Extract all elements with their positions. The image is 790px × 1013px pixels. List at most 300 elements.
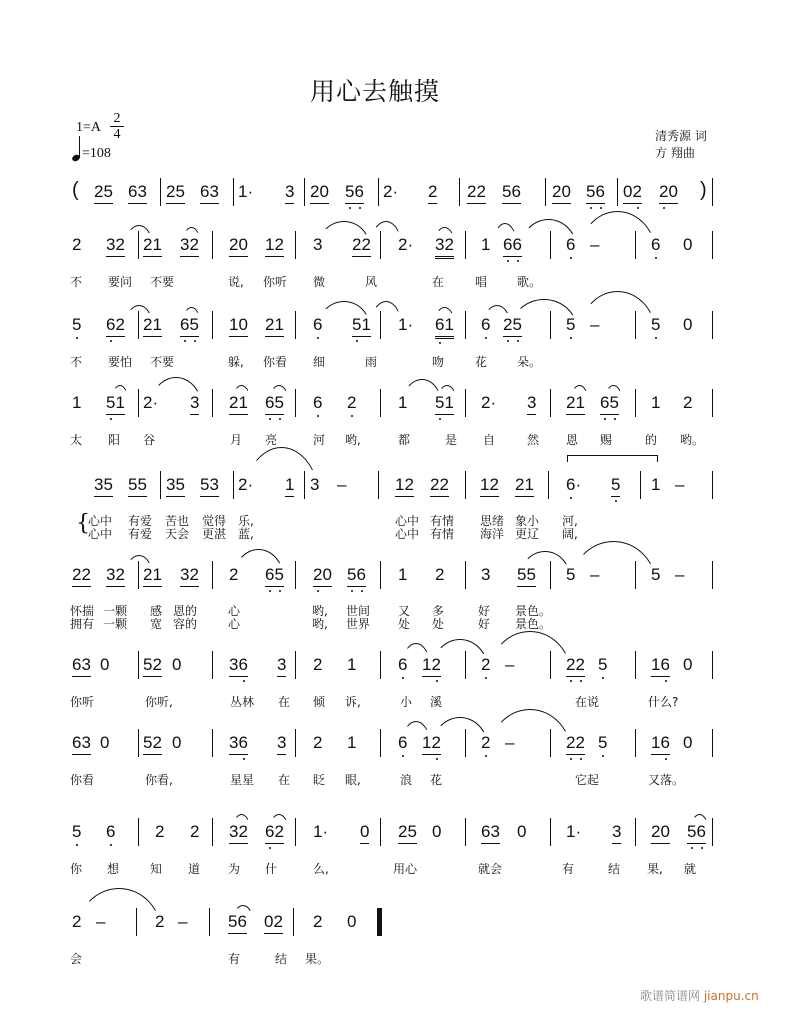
watermark-site: jianpu.cn: [703, 989, 759, 1003]
note: 63: [128, 182, 147, 204]
low-octave-dot: [402, 755, 404, 757]
note: 0: [683, 235, 693, 254]
low-octave-dot: [349, 207, 351, 209]
note: 20: [552, 182, 571, 204]
slur: [402, 643, 430, 665]
note: 65: [265, 565, 284, 587]
barline: [548, 471, 549, 499]
note: 12: [480, 475, 499, 497]
barline: [295, 818, 296, 846]
note: 2·: [383, 182, 399, 201]
lyric: 然: [527, 433, 540, 447]
lyric: 歌。: [517, 275, 542, 289]
note: –: [590, 315, 600, 334]
lyric: 太: [70, 433, 83, 447]
lyric-verse-1: 河,: [562, 514, 578, 528]
low-octave-dot: [655, 257, 657, 259]
note: 36: [229, 733, 248, 755]
slur: [183, 227, 200, 241]
verse-brace: {: [76, 511, 90, 536]
note: –: [337, 475, 347, 494]
note: 1: [398, 565, 408, 584]
lyric-verse-2: 好: [478, 617, 491, 631]
lyric: 阳: [108, 433, 121, 447]
note: 20: [313, 565, 332, 587]
barline: [465, 818, 466, 846]
note: 3: [277, 655, 286, 677]
note: 36: [229, 655, 248, 677]
note: 2·: [238, 475, 254, 494]
note: 32: [229, 822, 248, 844]
note: 22: [566, 655, 585, 677]
lyricist-credit: 清秀源 词: [655, 129, 707, 143]
note: 21: [229, 393, 248, 415]
barline: [295, 651, 296, 679]
low-octave-dot: [269, 418, 271, 420]
note: 35: [94, 475, 113, 497]
barline: [138, 818, 139, 846]
barline: [635, 389, 636, 417]
lyric-verse-1: 世间: [346, 604, 371, 618]
barline: [160, 471, 161, 499]
note: 2: [435, 565, 445, 584]
note: 20: [651, 822, 670, 844]
lyric: 你听: [263, 275, 288, 289]
low-octave-dot: [517, 260, 519, 262]
lyric: 微: [313, 275, 326, 289]
low-octave-dot: [570, 337, 572, 339]
lyric-verse-2: 蓝,: [238, 527, 254, 541]
barline: [212, 818, 213, 846]
note: 3: [190, 393, 199, 415]
barline: [295, 231, 296, 259]
lyric-verse-1: 乐,: [238, 514, 254, 528]
low-octave-dot: [439, 342, 441, 344]
note: 61: [435, 315, 454, 339]
lyric: 在: [432, 275, 445, 289]
volta-bracket: [567, 455, 658, 462]
lyric-verse-1: 心中: [395, 514, 420, 528]
lyric: 倾: [313, 695, 326, 709]
lyric-verse-1: 有爱: [128, 514, 153, 528]
slur: [234, 905, 252, 917]
barline: [712, 178, 713, 206]
time-signature-top: 2: [113, 111, 121, 126]
note: 22: [430, 475, 449, 497]
note: 32: [180, 565, 199, 587]
low-octave-dot: [110, 844, 112, 846]
low-octave-dot: [655, 337, 657, 339]
lyric: 吻: [432, 355, 445, 369]
low-octave-dot: [269, 847, 271, 849]
note: 0: [100, 655, 110, 674]
low-octave-dot: [351, 415, 353, 417]
barline: [212, 311, 213, 339]
close-paren: ): [700, 179, 707, 201]
note: 51: [352, 315, 371, 337]
low-octave-dot: [570, 680, 572, 682]
low-octave-dot: [317, 590, 319, 592]
lyric-verse-2: 有情: [430, 527, 455, 541]
note: 5: [651, 565, 661, 584]
low-octave-dot: [279, 590, 281, 592]
barline: [712, 231, 713, 259]
lyric-verse-1: 又: [398, 604, 411, 618]
note: 2·: [143, 393, 159, 412]
note: 56: [502, 182, 521, 204]
note: 3: [313, 235, 323, 254]
note: 65: [180, 315, 199, 337]
barline: [712, 651, 713, 679]
note: 25: [398, 822, 417, 844]
low-octave-dot: [600, 207, 602, 209]
note: 56: [586, 182, 605, 204]
low-octave-dot: [485, 755, 487, 757]
slur: [493, 223, 517, 245]
note: –: [590, 235, 600, 254]
barline: [212, 651, 213, 679]
note: 3: [310, 475, 320, 494]
barline: [635, 651, 636, 679]
lyric-verse-2: 宽: [150, 617, 163, 631]
lyric-verse-2: 处: [432, 617, 445, 631]
slur: [270, 385, 288, 399]
note: 1·: [313, 822, 329, 841]
note: –: [505, 733, 515, 752]
note: 3: [481, 565, 491, 584]
low-octave-dot: [637, 207, 639, 209]
barline: [545, 178, 546, 206]
slur: [402, 721, 430, 743]
slur: [488, 631, 572, 677]
lyric: 风: [365, 275, 378, 289]
barline: [712, 471, 713, 499]
quarter-note-icon: [72, 148, 82, 162]
slur: [126, 555, 152, 573]
barline: [380, 561, 381, 589]
lyric-verse-1: 思绪: [480, 514, 505, 528]
barline: [233, 471, 234, 499]
note: 6: [481, 315, 491, 334]
barline: [212, 729, 213, 757]
barline: [295, 389, 296, 417]
low-octave-dot: [436, 758, 438, 760]
note: 56: [345, 182, 364, 204]
note: 2: [155, 912, 165, 931]
slur: [402, 379, 442, 405]
note: 2: [481, 655, 491, 674]
lyric: 想: [107, 862, 120, 876]
lyric: 丛林: [230, 695, 255, 709]
note: 62: [106, 315, 125, 337]
low-octave-dot: [580, 758, 582, 760]
tempo-value: =108: [82, 146, 111, 161]
note: 6·: [566, 475, 582, 494]
time-signature: [110, 112, 124, 141]
note: 2: [313, 733, 323, 752]
lyric: 要问: [108, 275, 133, 289]
slur: [571, 385, 588, 399]
note: 20: [310, 182, 329, 204]
lyric: 小: [400, 695, 413, 709]
lyric: 朵。: [517, 355, 542, 369]
watermark: [640, 987, 759, 1004]
note: 1: [481, 235, 491, 254]
slur: [432, 639, 488, 669]
lyric: 雨: [365, 355, 378, 369]
low-octave-dot: [361, 590, 363, 592]
low-octave-dot: [570, 257, 572, 259]
lyric: 月: [230, 433, 243, 447]
lyric: 河: [313, 433, 326, 447]
lyric: 不: [70, 275, 83, 289]
lyric: 唱: [475, 275, 488, 289]
low-octave-dot: [243, 758, 245, 760]
barline: [233, 178, 234, 206]
low-octave-dot: [615, 500, 617, 502]
lyric: 躲,: [228, 355, 244, 369]
note: 02: [264, 912, 283, 934]
lyric-verse-2: 容的: [173, 617, 198, 631]
key-signature: 1=A: [76, 120, 102, 135]
note: 5: [566, 315, 576, 334]
note: 6: [398, 733, 408, 752]
lyric: 你听: [70, 695, 95, 709]
lyric: 在: [278, 773, 291, 787]
low-octave-dot: [110, 418, 112, 420]
low-octave-dot: [317, 337, 319, 339]
composer-credit: 方 翔曲: [655, 146, 695, 160]
low-octave-dot: [356, 340, 358, 342]
note: 1: [347, 655, 357, 674]
lyric-verse-2: 景色。: [515, 617, 552, 631]
lyric: 知: [150, 862, 163, 876]
note: 2: [155, 822, 165, 841]
low-octave-dot: [570, 497, 572, 499]
lyric: 道: [188, 862, 201, 876]
barline: [138, 389, 139, 417]
low-octave-dot: [665, 758, 667, 760]
lyric: 恩: [566, 433, 579, 447]
slur: [126, 225, 152, 243]
lyric: 说,: [228, 275, 244, 289]
note: 12: [265, 235, 284, 257]
note: 0: [172, 655, 182, 674]
slur: [520, 551, 570, 577]
barline: [295, 561, 296, 589]
lyric: 眨: [313, 773, 326, 787]
low-octave-dot: [485, 677, 487, 679]
lyric: 你: [70, 862, 83, 876]
note: 16: [651, 733, 670, 755]
lyric: 结: [275, 952, 288, 966]
note: 1: [347, 733, 357, 752]
barline: [378, 178, 379, 206]
lyric: 什么?: [648, 695, 679, 709]
low-octave-dot: [602, 677, 604, 679]
time-signature-bottom: 4: [113, 127, 121, 142]
barline: [378, 471, 379, 499]
barline: [212, 389, 213, 417]
song-title: 用心去触摸: [309, 77, 440, 106]
lyric: 又落。: [648, 773, 685, 787]
note: 6: [566, 235, 576, 254]
barline: [712, 389, 713, 417]
lyric-verse-2: 处: [398, 617, 411, 631]
barline: [380, 389, 381, 417]
note: 5: [598, 655, 608, 674]
note: 1: [285, 475, 294, 497]
note: –: [675, 475, 685, 494]
lyric: 在: [278, 695, 291, 709]
note: 6: [398, 655, 408, 674]
slur: [318, 301, 370, 327]
low-octave-dot: [76, 337, 78, 339]
lyric: 有: [228, 952, 241, 966]
low-octave-dot: [359, 207, 361, 209]
note: 12: [422, 655, 441, 677]
lyric-verse-1: 好: [478, 604, 491, 618]
low-octave-dot: [701, 847, 703, 849]
note: 5: [566, 565, 576, 584]
final-barline: [377, 908, 382, 936]
slur: [233, 549, 284, 579]
lyric-verse-2: 哟,: [312, 617, 328, 631]
note: 63: [481, 822, 500, 844]
note: 2: [347, 393, 357, 412]
lyric-verse-1: 觉得: [202, 514, 227, 528]
note: 1: [651, 393, 661, 412]
lyric: 花: [475, 355, 488, 369]
low-octave-dot: [194, 340, 196, 342]
low-octave-dot: [590, 207, 592, 209]
low-octave-dot: [602, 755, 604, 757]
low-octave-dot: [580, 680, 582, 682]
note: 53: [200, 475, 219, 497]
lyric: 赐: [600, 433, 613, 447]
low-octave-dot: [507, 260, 509, 262]
note: 32: [435, 235, 454, 259]
lyric-verse-2: 天会: [165, 527, 190, 541]
low-octave-dot: [351, 590, 353, 592]
note: 2: [481, 733, 491, 752]
note: 16: [651, 655, 670, 677]
low-octave-dot: [614, 418, 616, 420]
note: –: [505, 655, 515, 674]
note: 22: [72, 565, 91, 587]
note: 1: [398, 393, 408, 412]
lyric: 它起: [575, 773, 600, 787]
lyric-verse-1: 苦也: [165, 514, 190, 528]
lyric: 眼,: [345, 773, 361, 787]
note: 63: [200, 182, 219, 204]
note: 0: [432, 822, 442, 841]
tempo-marking: [72, 146, 111, 162]
lyric: 什: [265, 862, 278, 876]
note: 2: [229, 565, 239, 584]
note: 1·: [238, 182, 254, 201]
low-octave-dot: [279, 418, 281, 420]
barline: [712, 311, 713, 339]
note: 25: [166, 182, 185, 204]
lyric: 为: [228, 862, 241, 876]
note: 51: [106, 393, 125, 415]
slur: [484, 305, 510, 323]
note: 6: [313, 393, 323, 412]
lyric: 都: [398, 433, 411, 447]
note: 3: [285, 182, 294, 204]
barline: [459, 178, 460, 206]
barline: [465, 561, 466, 589]
lyric: 就: [684, 862, 697, 876]
barline: [293, 908, 294, 936]
note: 0: [683, 315, 693, 334]
barline: [635, 818, 636, 846]
lyric: 在说: [575, 695, 600, 709]
credits: [655, 128, 707, 162]
low-octave-dot: [402, 677, 404, 679]
lyric: 亮: [265, 433, 278, 447]
open-paren: (: [72, 179, 79, 201]
low-octave-dot: [243, 680, 245, 682]
lyric-verse-1: 象小: [515, 514, 540, 528]
note: 62: [265, 822, 284, 844]
note: 21: [265, 315, 284, 337]
note: 5: [611, 475, 620, 497]
note: 12: [422, 733, 441, 755]
note: 20: [659, 182, 678, 204]
lyric-verse-1: 恩的: [173, 604, 198, 618]
lyric-verse-2: 心中: [88, 527, 113, 541]
note: 2·: [398, 235, 414, 254]
lyric: 星星: [230, 773, 255, 787]
barline: [550, 389, 551, 417]
lyric: 么,: [313, 862, 329, 876]
lyric: 用心: [393, 862, 418, 876]
barline: [712, 561, 713, 589]
barline: [380, 729, 381, 757]
lyric: 是: [445, 433, 458, 447]
slur: [438, 385, 456, 399]
note: 10: [229, 315, 248, 337]
lyric: 你听,: [145, 695, 173, 709]
note: 52: [143, 733, 162, 755]
lyric: 果。: [305, 952, 330, 966]
barline: [465, 471, 466, 499]
lyric-verse-2: 更辽: [515, 527, 540, 541]
note: 51: [435, 393, 454, 415]
barline: [465, 311, 466, 339]
barline: [635, 729, 636, 757]
note: 21: [515, 475, 534, 497]
slur: [578, 291, 657, 337]
note: 21: [143, 315, 162, 337]
lyric: 谷: [143, 433, 156, 447]
low-octave-dot: [604, 418, 606, 420]
lyric-verse-2: 心中: [395, 527, 420, 541]
note: 2: [683, 393, 693, 412]
lyric: 细: [313, 355, 326, 369]
lyric: 不要: [150, 275, 175, 289]
lyric: 哟。: [680, 433, 705, 447]
lyric: 你看: [70, 773, 95, 787]
lyric-verse-1: 心中: [88, 514, 113, 528]
note: 32: [106, 565, 125, 587]
note: 56: [228, 912, 247, 934]
lyric-verse-2: 拥有: [70, 617, 95, 631]
low-octave-dot: [269, 590, 271, 592]
note: 20: [229, 235, 248, 257]
